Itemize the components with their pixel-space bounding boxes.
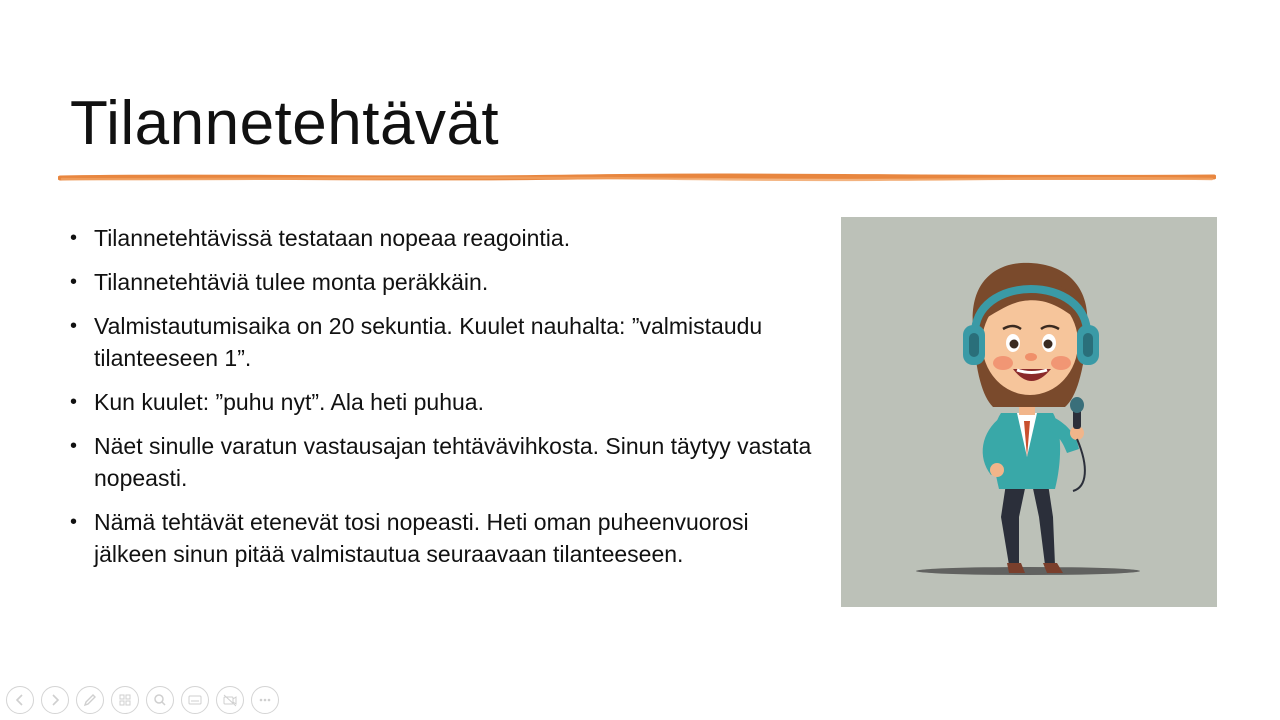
bullet-text: Tilannetehtäviä tulee monta peräkkäin. <box>94 269 489 295</box>
more-icon <box>257 692 273 708</box>
bullet-text: Näet sinulle varatun vastausajan tehtävävihkosta. Sinun täytyy vastata nopeasti. <box>94 433 812 491</box>
bullet-dot: • <box>70 315 78 337</box>
slide-title: Tilannetehtävät <box>70 89 500 158</box>
bullet-item <box>70 430 815 494</box>
bullet-list <box>70 222 815 582</box>
zoom-icon <box>152 692 168 708</box>
more-options-button[interactable] <box>251 686 279 714</box>
camera-toggle-button[interactable] <box>216 686 244 714</box>
bullet-text: Tilannetehtävissä testataan nopeaa reagointia. <box>94 225 571 251</box>
bullet-dot: • <box>70 435 78 457</box>
bullet-dot: • <box>70 227 78 249</box>
bullet-item <box>70 310 815 374</box>
bullet-item <box>70 222 815 254</box>
bullet-item <box>70 266 815 298</box>
bullet-dot: • <box>70 511 78 533</box>
bullet-item <box>70 386 815 418</box>
next-icon <box>47 692 63 708</box>
bullet-text: Valmistautumisaika on 20 sekuntia. Kuulet nauhalta: ”valmistaudu tilanteeseen 1”. <box>94 313 763 371</box>
previous-icon <box>12 692 28 708</box>
bullet-item <box>70 506 815 570</box>
cartoon-woman-icon <box>841 217 1217 607</box>
camera-off-icon <box>222 692 238 708</box>
pen-button[interactable] <box>76 686 104 714</box>
illustration-woman-with-headset <box>841 217 1217 607</box>
zoom-button[interactable] <box>146 686 174 714</box>
bullet-text: Kun kuulet: ”puhu nyt”. Ala heti puhua. <box>94 389 484 415</box>
subtitles-icon <box>187 692 203 708</box>
subtitles-button[interactable] <box>181 686 209 714</box>
title-underline <box>58 170 1216 186</box>
bullet-dot: • <box>70 391 78 413</box>
next-button[interactable] <box>41 686 69 714</box>
pen-icon <box>82 692 98 708</box>
presentation-toolbar <box>6 686 279 716</box>
slides-icon <box>117 692 133 708</box>
previous-button[interactable] <box>6 686 34 714</box>
bullet-dot: • <box>70 271 78 293</box>
see-all-slides-button[interactable] <box>111 686 139 714</box>
bullet-text: Nämä tehtävät etenevät tosi nopeasti. Heti oman puheenvuorosi jälkeen sinun pitää valmistautua seuraavaan tilanteeseen. <box>94 509 749 567</box>
